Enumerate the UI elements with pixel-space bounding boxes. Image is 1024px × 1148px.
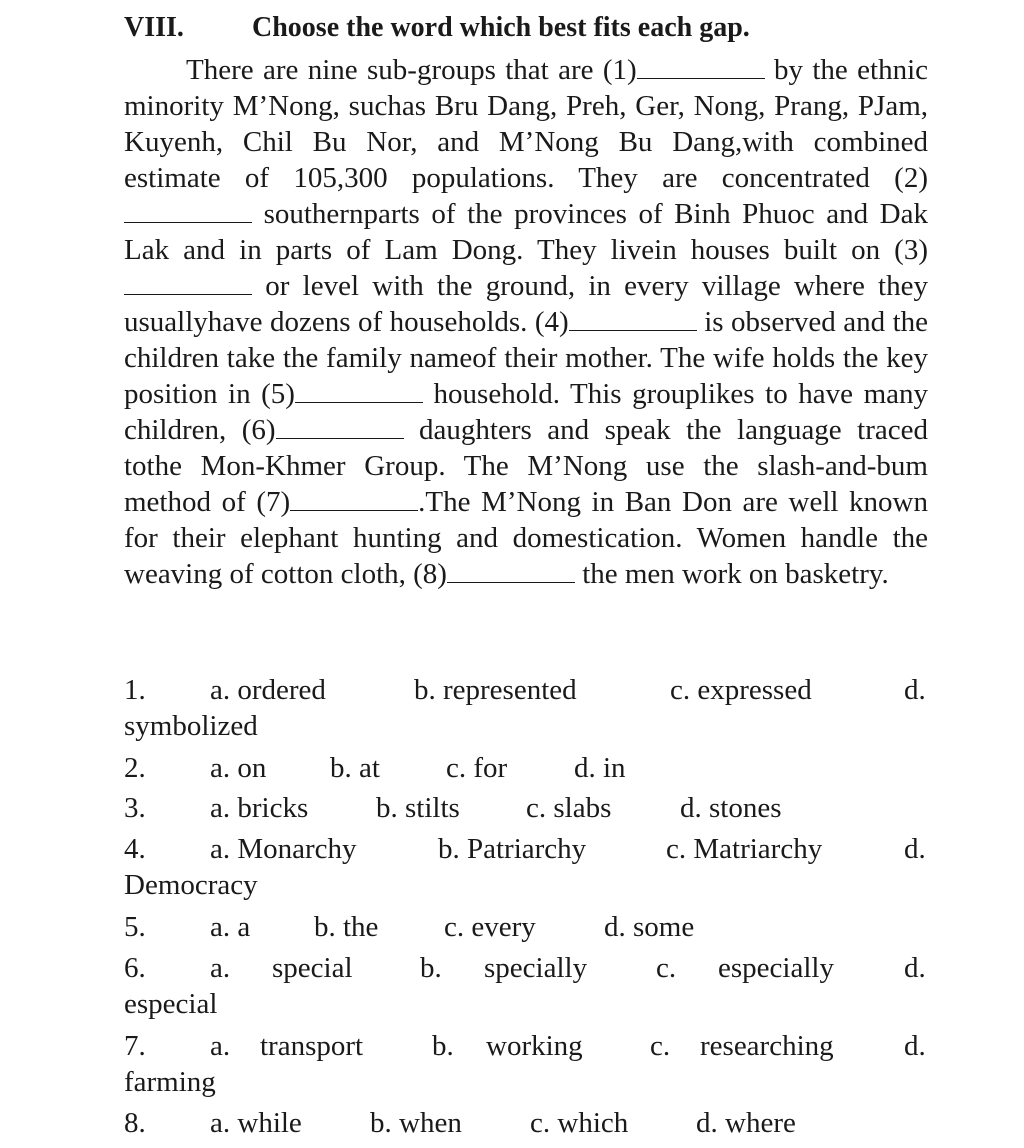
- gap-7: [290, 486, 418, 511]
- passage-text: daughters and speak the language traced tothe Mon-Khmer Group. The M’Nong use the slash-and-bum method of (7): [124, 414, 928, 518]
- option-c: c. for: [446, 752, 508, 784]
- option-d-text: farming: [124, 1066, 216, 1098]
- question-number: 7.: [124, 1030, 146, 1062]
- passage-text: by the ethnic minority M’Nong, suchas Bru Dang, Preh, Ger, Nong, Prang, PJam, Kuyenh, Chil Bu Nor, and M’Nong Bu Dang,with combined estimate of 105,300 populations. They are concentrated (2): [124, 54, 928, 194]
- gap-6: [276, 414, 404, 439]
- option-d: d. where: [696, 1107, 796, 1139]
- option-b: b.: [432, 1030, 454, 1062]
- option-d: d. some: [604, 911, 695, 943]
- option-d: d. in: [574, 752, 626, 784]
- passage-text: household. This grouplikes to have many children, (6): [124, 378, 928, 446]
- gap-8: [447, 558, 575, 583]
- question-number: 3.: [124, 792, 146, 824]
- option-c-text: especially: [718, 952, 834, 984]
- gap-3: [124, 270, 252, 295]
- question-5: [124, 909, 928, 945]
- option-c: c. Matriarchy: [666, 833, 823, 865]
- question-7: [124, 1028, 928, 1100]
- option-d: d.: [904, 674, 926, 706]
- gap-1: [637, 54, 765, 79]
- gap-5: [295, 378, 423, 403]
- section-title: Choose the word which best fits each gap.: [252, 12, 750, 43]
- option-b-text: working: [486, 1030, 583, 1062]
- option-b: b. when: [370, 1107, 462, 1139]
- option-a: a.: [210, 952, 231, 984]
- option-c: c. expressed: [670, 674, 812, 706]
- passage-text: the men work on basketry.: [574, 558, 889, 590]
- question-number: 1.: [124, 674, 146, 706]
- question-3: [124, 790, 928, 826]
- option-c-text: researching: [700, 1030, 834, 1062]
- option-b: b. represented: [414, 674, 577, 706]
- option-d: d.: [904, 833, 926, 865]
- option-a: a. bricks: [210, 792, 309, 824]
- question-number: 4.: [124, 833, 146, 865]
- option-a: a. ordered: [210, 674, 326, 706]
- option-d: d. stones: [680, 792, 782, 824]
- option-a-text: special: [272, 952, 353, 984]
- option-a: a.: [210, 1030, 231, 1062]
- option-a: a. a: [210, 911, 251, 943]
- option-a: a. on: [210, 752, 267, 784]
- option-a: a. while: [210, 1107, 302, 1139]
- option-c: c. every: [444, 911, 536, 943]
- option-b: b. at: [330, 752, 380, 784]
- option-b: b. Patriarchy: [438, 833, 587, 865]
- option-a-text: transport: [260, 1030, 364, 1062]
- section-heading: [124, 8, 750, 48]
- question-4: [124, 831, 928, 903]
- option-b: b. stilts: [376, 792, 460, 824]
- option-b: b.: [420, 952, 442, 984]
- question-2: [124, 750, 928, 786]
- gap-4: [569, 306, 697, 331]
- option-c: c. slabs: [526, 792, 612, 824]
- passage-text: There are nine sub-groups that are (1): [186, 54, 637, 86]
- option-d: d.: [904, 1030, 926, 1062]
- option-a: a. Monarchy: [210, 833, 357, 865]
- question-number: 2.: [124, 752, 146, 784]
- question-6: [124, 950, 928, 1022]
- question-number: 6.: [124, 952, 146, 984]
- question-8: [124, 1105, 928, 1141]
- option-d-text: symbolized: [124, 710, 258, 742]
- gap-2: [124, 198, 252, 223]
- question-number: 8.: [124, 1107, 146, 1139]
- option-b: b. the: [314, 911, 379, 943]
- passage-text: southernparts of the provinces of Binh Phuoc and Dak Lak and in parts of Lam Dong. They livein houses built on (3): [124, 198, 928, 266]
- option-c: c.: [650, 1030, 671, 1062]
- passage-text: is observed and the children take the family nameof their mother. The wife holds the key position in (5): [124, 306, 928, 410]
- option-c: c.: [656, 952, 677, 984]
- question-number: 5.: [124, 911, 146, 943]
- option-d-text: especial: [124, 988, 218, 1020]
- option-d-text: Democracy: [124, 869, 258, 901]
- option-b-text: specially: [484, 952, 588, 984]
- question-1: [124, 672, 928, 744]
- section-number: VIII.: [124, 12, 184, 43]
- option-c: c. which: [530, 1107, 629, 1139]
- reading-passage: [124, 52, 928, 592]
- option-d: d.: [904, 952, 926, 984]
- passage-text: .The M’Nong in Ban Don are well known for their elephant hunting and domestication. Women handle the weaving of cotton cloth, (8): [124, 486, 928, 590]
- passage-text: or level with the ground, in every village where they usuallyhave dozens of households. (4): [124, 270, 928, 338]
